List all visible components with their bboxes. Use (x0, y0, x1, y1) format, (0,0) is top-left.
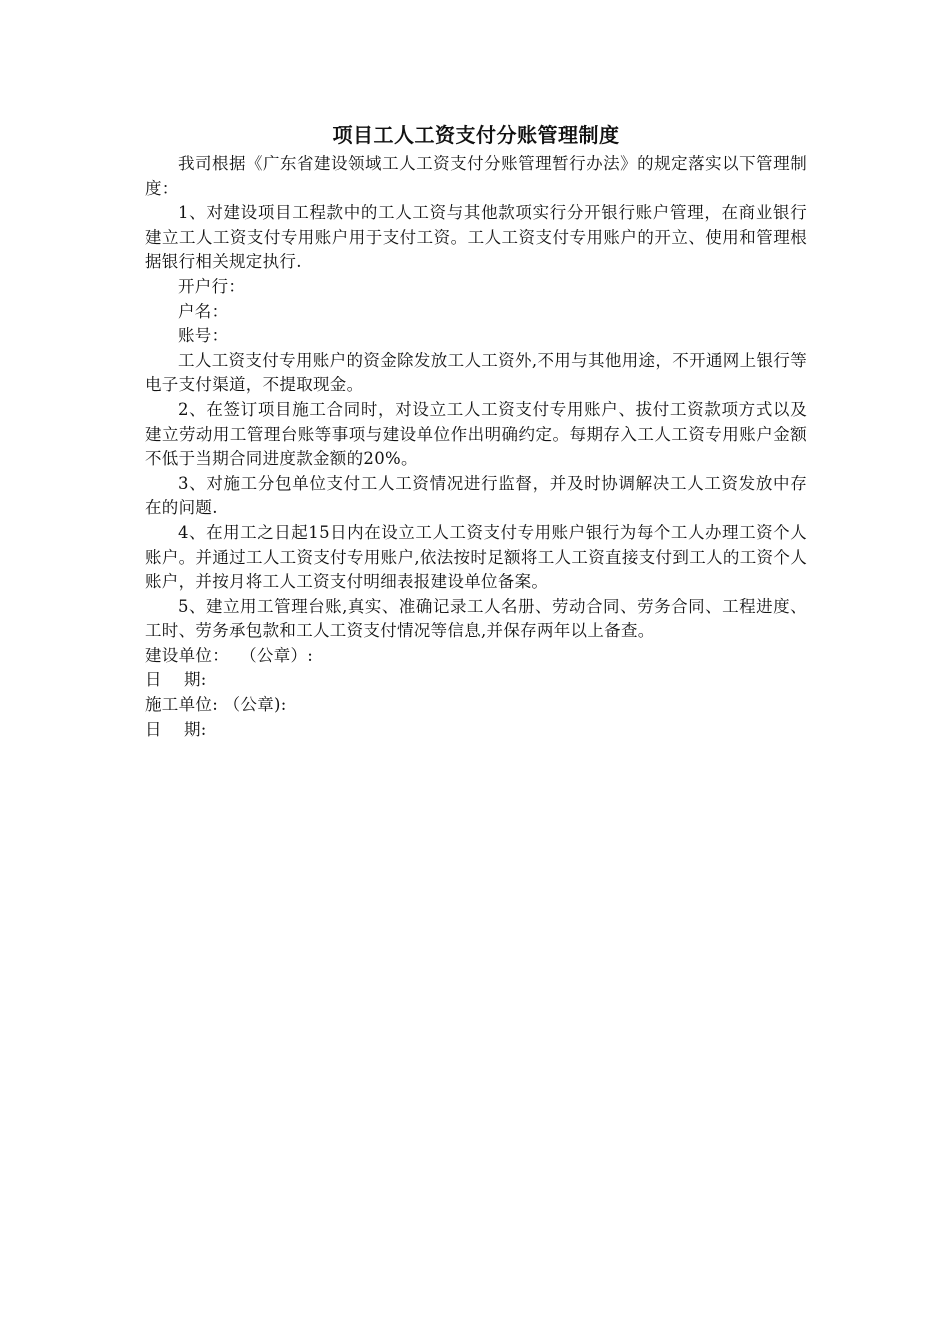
document-page (145, 118, 807, 742)
contractor-signature-line: 施工单位: （公章): (145, 695, 287, 715)
account-use-paragraph: 工人工资支付专用账户的资金除发放工人工资外,不用与其他用途，不开通网上银行等电子支付渠道，不提取现金。 (145, 350, 807, 395)
clause-4: 4、在用工之日起15日内在设立工人工资支付专用账户银行为每个工人办理工资个人账户。并通过工人工资支付专用账户,依法按时足额将工人工资直接支付到工人的工资个人账户，并按月将工人工资支付明细表报建设单位备案。 (145, 522, 807, 592)
clause-5: 5、建立用工管理台账,真实、准确记录工人名册、劳动合同、劳务合同、工程进度、工时、劳务承包款和工人工资支付情况等信息,并保存两年以上备查。 (145, 596, 807, 641)
builder-date-line: 日 期: (145, 670, 207, 690)
intro-paragraph: 我司根据《广东省建设领域工人工资支付分账管理暂行办法》的规定落实以下管理制度： (145, 154, 807, 198)
account-number-label: 账号： (178, 326, 229, 346)
account-name-label: 户名： (178, 301, 229, 321)
bank-label: 开户行： (178, 276, 246, 296)
clause-2: 2、在签订项目施工合同时，对设立工人工资支付专用账户、拔付工资款项方式以及建立劳动用工管理台账等事项与建设单位作出明确约定。每期存入工人工资专用账户金额不低于当期合同进度款金额的20%。 (145, 399, 807, 469)
document-title: 项目工人工资支付分账管理制度 (332, 123, 620, 147)
clause-3: 3、对施工分包单位支付工人工资情况进行监督，并及时协调解决工人工资发放中存在的问题. (145, 473, 807, 518)
builder-signature-line: 建设单位： （公章）: (145, 645, 314, 665)
clause-1: 1、对建设项目工程款中的工人工资与其他款项实行分开银行账户管理，在商业银行建立工人工资支付专用账户用于支付工资。工人工资支付专用账户的开立、使用和管理根据银行相关规定执行. (145, 203, 807, 272)
contractor-date-line: 日 期: (145, 719, 207, 739)
